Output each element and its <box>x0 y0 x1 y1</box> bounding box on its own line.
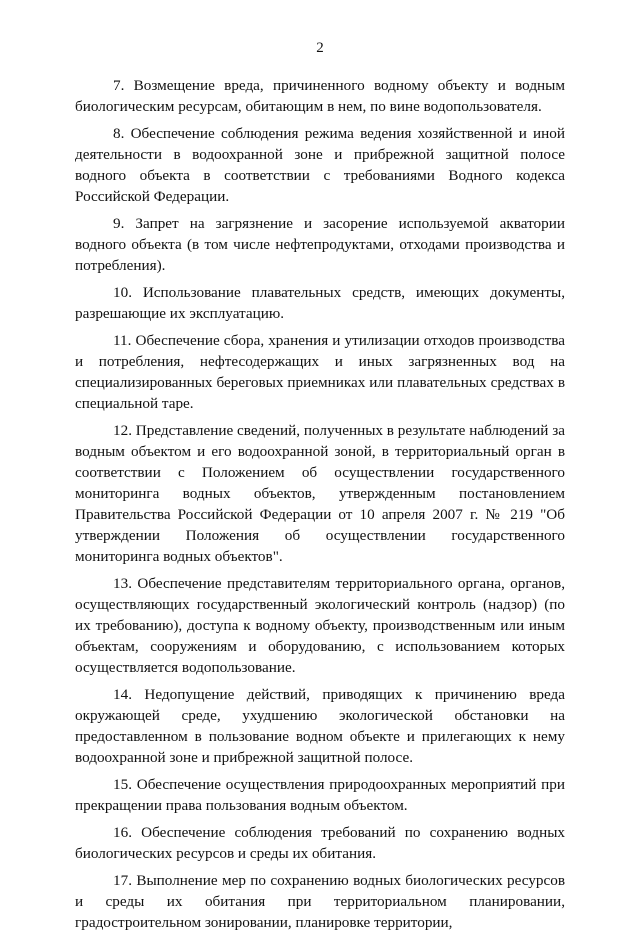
paragraph-12: 12. Представление сведений, полученных в результате наблюдений за водным объектом и его водоохранной зоной, в территориальный орган в соответствии с Положением об осуществлении государственного мониторинга водных объектов, утвержденным постановлением Правительства Российской Федерации от 10 апреля 2007 г. № 219 "Об утверждении Положения об осуществлении государственного мониторинга водных объектов". <box>75 422 565 565</box>
paragraph-7: 7. Возмещение вреда, причиненного водному объекту и водным биологическим ресурсам, обитающим в нем, по вине водопользователя. <box>75 77 565 115</box>
page-number: 2 <box>316 40 324 56</box>
paragraph-13: 13. Обеспечение представителям территориального органа, органов, осуществляющих государственный экологический контроль (надзор) (по их требованию), доступа к водному объекту, производственным или иным объектам, сооружениям и оборудованию, с использованием которых осуществляется водопользование. <box>75 575 565 676</box>
paragraph-16: 16. Обеспечение соблюдения требований по сохранению водных биологических ресурсов и среды их обитания. <box>75 824 565 862</box>
paragraph-9: 9. Запрет на загрязнение и засорение используемой акватории водного объекта (в том числе нефтепродуктами, отходами производства и потребления). <box>75 215 565 274</box>
paragraph-11: 11. Обеспечение сбора, хранения и утилизации отходов производства и потребления, нефтесодержащих и иных загрязненных вод на специализированных береговых приемниках или плавательных средствах в специальной таре. <box>75 332 565 412</box>
paragraph-8: 8. Обеспечение соблюдения режима ведения хозяйственной и иной деятельности в водоохранной зоне и прибрежной защитной полосе водного объекта в соответствии с требованиями Водного кодекса Российской Федерации. <box>75 125 565 205</box>
paragraph-10: 10. Использование плавательных средств, имеющих документы, разрешающие их эксплуатацию. <box>75 284 565 322</box>
paragraph-17: 17. Выполнение мер по сохранению водных биологических ресурсов и среды их обитания при территориальном планировании, градостроительном зонировании, планировке территории, <box>75 872 565 931</box>
paragraph-15: 15. Обеспечение осуществления природоохранных мероприятий при прекращении права пользования водным объектом. <box>75 776 565 814</box>
document-body <box>75 75 565 939</box>
paragraph-14: 14. Недопущение действий, приводящих к причинению вреда окружающей среде, ухудшению экологической обстановки на предоставленном в пользование водном объекте и прилегающих к нему водоохранной зоне и прибрежной защитной полосе. <box>75 686 565 766</box>
